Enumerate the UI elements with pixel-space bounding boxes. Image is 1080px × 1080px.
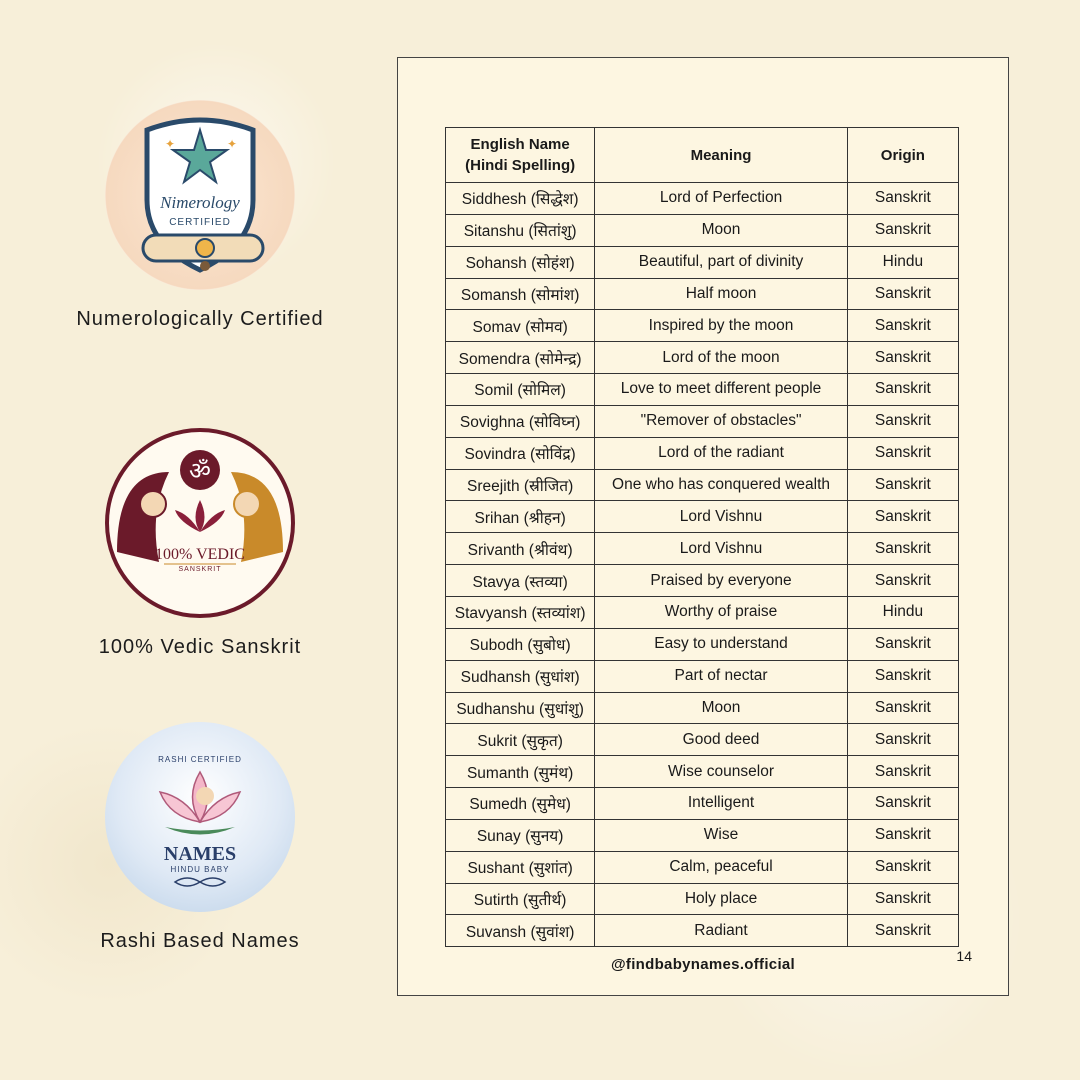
table-row xyxy=(446,246,959,278)
origin-cell: Sanskrit xyxy=(847,405,958,437)
name-cell: Sovindra (सोविंद्र) xyxy=(446,437,595,469)
name-cell: Subodh (सुबोध) xyxy=(446,628,595,660)
origin-cell: Sanskrit xyxy=(847,724,958,756)
origin-cell: Sanskrit xyxy=(847,501,958,533)
name-cell: Sohansh (सोहंश) xyxy=(446,246,595,278)
header-meaning: Meaning xyxy=(595,128,847,183)
table-row xyxy=(446,565,959,597)
name-cell: Sovighna (सोविघ्न) xyxy=(446,405,595,437)
table-row xyxy=(446,437,959,469)
meaning-cell: Intelligent xyxy=(595,788,847,820)
meaning-cell: Wise xyxy=(595,819,847,851)
rashi-badge xyxy=(0,722,400,953)
origin-cell: Sanskrit xyxy=(847,915,958,947)
header-english-name: English Name (Hindi Spelling) xyxy=(446,128,595,183)
origin-cell: Sanskrit xyxy=(847,692,958,724)
emblem-subtitle: SANSKRIT xyxy=(178,566,222,573)
origin-cell: Sanskrit xyxy=(847,469,958,501)
origin-cell: Sanskrit xyxy=(847,374,958,406)
origin-cell: Sanskrit xyxy=(847,788,958,820)
origin-cell: Sanskrit xyxy=(847,851,958,883)
meaning-cell: Lord Vishnu xyxy=(595,533,847,565)
name-cell: Somil (सोमिल) xyxy=(446,374,595,406)
meaning-cell: Moon xyxy=(595,214,847,246)
table-row xyxy=(446,342,959,374)
origin-cell: Sanskrit xyxy=(847,565,958,597)
emblem-subtitle: HINDU BABY xyxy=(170,865,230,874)
table-row xyxy=(446,278,959,310)
meaning-cell: Praised by everyone xyxy=(595,565,847,597)
meaning-cell: Worthy of praise xyxy=(595,596,847,628)
table-row xyxy=(446,788,959,820)
table-row xyxy=(446,310,959,342)
table-row xyxy=(446,533,959,565)
origin-cell: Sanskrit xyxy=(847,883,958,915)
table-row xyxy=(446,915,959,947)
numerology-emblem xyxy=(105,100,295,290)
badge-caption: Rashi Based Names xyxy=(100,930,300,952)
name-cell: Sukrit (सुकृत) xyxy=(446,724,595,756)
name-cell: Somansh (सोमांश) xyxy=(446,278,595,310)
emblem-title: 100% VEDIC xyxy=(155,546,245,563)
table-row xyxy=(446,883,959,915)
origin-cell: Sanskrit xyxy=(847,628,958,660)
origin-cell: Sanskrit xyxy=(847,756,958,788)
emblem-top-text: RASHI CERTIFIED xyxy=(158,755,242,764)
table-row xyxy=(446,724,959,756)
meaning-cell: Easy to understand xyxy=(595,628,847,660)
name-cell: Srihan (श्रीहन) xyxy=(446,501,595,533)
header-origin: Origin xyxy=(847,128,958,183)
name-cell: Sreejith (स्रीजित) xyxy=(446,469,595,501)
shield-scroll-icon xyxy=(105,100,295,290)
meaning-cell: Lord Vishnu xyxy=(595,501,847,533)
rashi-emblem xyxy=(105,722,295,912)
meaning-cell: Part of nectar xyxy=(595,660,847,692)
table-row xyxy=(446,183,959,215)
names-page xyxy=(397,57,1009,996)
social-handle: @findbabynames.official xyxy=(610,956,796,973)
emblem-title: NAMES xyxy=(163,843,237,865)
badge-caption: 100% Vedic Sanskrit xyxy=(98,636,302,658)
name-cell: Sumanth (सुमंथ) xyxy=(446,756,595,788)
name-cell: Sushant (सुशांत) xyxy=(446,851,595,883)
origin-cell: Sanskrit xyxy=(847,437,958,469)
table-row xyxy=(446,692,959,724)
name-cell: Sitanshu (सितांशु) xyxy=(446,214,595,246)
meaning-cell: Lord of the radiant xyxy=(595,437,847,469)
meaning-cell: Lord of the moon xyxy=(595,342,847,374)
origin-cell: Hindu xyxy=(847,246,958,278)
origin-cell: Sanskrit xyxy=(847,310,958,342)
numerology-badge xyxy=(0,100,400,331)
name-cell: Somav (सोमव) xyxy=(446,310,595,342)
name-cell: Sutirth (सुतीर्थ) xyxy=(446,883,595,915)
table-row xyxy=(446,628,959,660)
origin-cell: Sanskrit xyxy=(847,214,958,246)
name-cell: Somendra (सोमेन्द्र) xyxy=(446,342,595,374)
table-row xyxy=(446,819,959,851)
meaning-cell: Wise counselor xyxy=(595,756,847,788)
table-body xyxy=(446,183,959,947)
origin-cell: Sanskrit xyxy=(847,183,958,215)
meaning-cell: Good deed xyxy=(595,724,847,756)
origin-cell: Sanskrit xyxy=(847,342,958,374)
origin-cell: Hindu xyxy=(847,596,958,628)
names-table xyxy=(445,127,959,947)
name-cell: Sumedh (सुमेध) xyxy=(446,788,595,820)
table-row xyxy=(446,374,959,406)
om-icon: ॐ xyxy=(189,457,211,485)
name-cell: Sudhansh (सुधांश) xyxy=(446,660,595,692)
vedic-emblem xyxy=(105,428,295,618)
table-row xyxy=(446,501,959,533)
om-lotus-icon xyxy=(109,432,291,614)
meaning-cell: Moon xyxy=(595,692,847,724)
origin-cell: Sanskrit xyxy=(847,278,958,310)
meaning-cell: Half moon xyxy=(595,278,847,310)
table-row xyxy=(446,660,959,692)
name-cell: Suvansh (सुवांश) xyxy=(446,915,595,947)
name-cell: Siddhesh (सिद्धेश) xyxy=(446,183,595,215)
sparkle-icon: ✦ xyxy=(165,137,176,151)
sparkle-icon: ✦ xyxy=(227,137,238,151)
meaning-cell: Radiant xyxy=(595,915,847,947)
meaning-cell: "Remover of obstacles" xyxy=(595,405,847,437)
lotus-baby-icon xyxy=(105,722,295,912)
table-row xyxy=(446,405,959,437)
table-header-row xyxy=(446,128,959,183)
meaning-cell: Calm, peaceful xyxy=(595,851,847,883)
emblem-subtitle: CERTIFIED xyxy=(169,217,231,228)
meaning-cell: Love to meet different people xyxy=(595,374,847,406)
name-cell: Stavyansh (स्तव्यांश) xyxy=(446,596,595,628)
name-cell: Sudhanshu (सुधांशु) xyxy=(446,692,595,724)
vedic-badge xyxy=(0,428,400,659)
meaning-cell: Holy place xyxy=(595,883,847,915)
page-number: 14 xyxy=(956,948,972,964)
table-row xyxy=(446,756,959,788)
origin-cell: Sanskrit xyxy=(847,660,958,692)
meaning-cell: Inspired by the moon xyxy=(595,310,847,342)
table-row xyxy=(446,214,959,246)
name-cell: Stavya (स्तव्या) xyxy=(446,565,595,597)
meaning-cell: One who has conquered wealth xyxy=(595,469,847,501)
meaning-cell: Lord of Perfection xyxy=(595,183,847,215)
emblem-title: Nimerology xyxy=(160,193,240,212)
name-cell: Srivanth (श्रीवंथ) xyxy=(446,533,595,565)
table-row xyxy=(446,596,959,628)
origin-cell: Sanskrit xyxy=(847,533,958,565)
meaning-cell: Beautiful, part of divinity xyxy=(595,246,847,278)
table-row xyxy=(446,851,959,883)
table-row xyxy=(446,469,959,501)
name-cell: Sunay (सुनय) xyxy=(446,819,595,851)
badge-caption: Numerologically Certified xyxy=(76,308,324,330)
origin-cell: Sanskrit xyxy=(847,819,958,851)
